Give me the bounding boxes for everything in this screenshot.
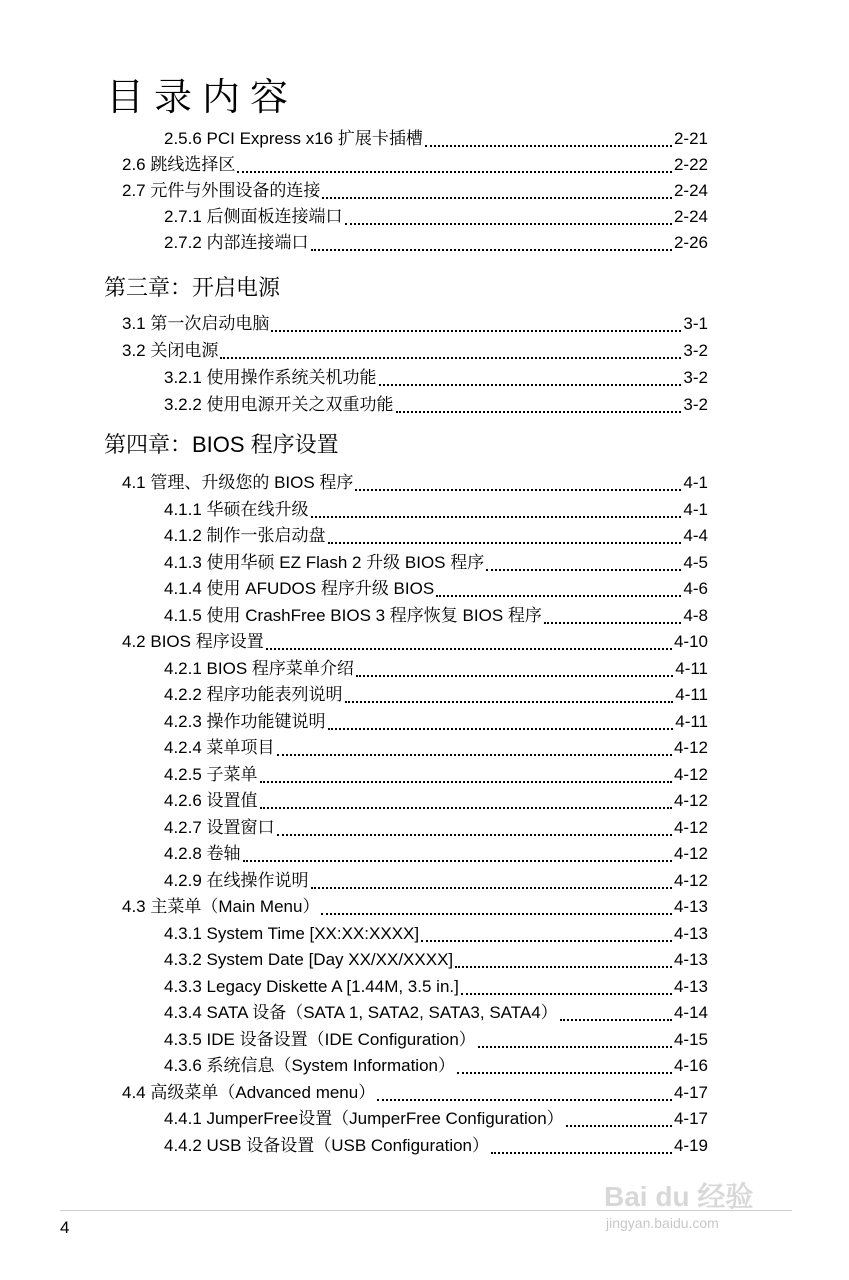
toc-entry[interactable] <box>164 576 708 602</box>
toc-entry[interactable] <box>122 894 708 920</box>
leader-dots <box>566 1125 672 1127</box>
toc-entry[interactable] <box>164 126 708 152</box>
toc-entry-label: 4.3.3 Legacy Diskette A [1.44M, 3.5 in.] <box>164 977 459 996</box>
toc-entry-label: 4.1.5 使用 CrashFree BIOS 3 程序恢复 BIOS 程序 <box>164 606 542 625</box>
toc-entry-label: 4.2 BIOS 程序设置 <box>122 632 264 651</box>
toc-entry-label: 4.2.4 菜单项目 <box>164 738 275 757</box>
toc-entry-label: 2.7.2 内部连接端口 <box>164 233 309 252</box>
toc-entry[interactable] <box>164 762 708 788</box>
toc-entry-page: 4-19 <box>673 1136 708 1155</box>
toc-entry-page: 4-8 <box>683 606 708 625</box>
leader-dots <box>243 860 672 862</box>
page-number: 4 <box>60 1218 70 1237</box>
leader-dots <box>311 516 682 518</box>
chapter-heading: 第三章：开启电源 <box>104 275 281 300</box>
toc-entry-page: 4-12 <box>673 738 708 757</box>
toc-entry-page: 4-13 <box>673 977 708 996</box>
toc-entry-label: 4.2.3 操作功能键说明 <box>164 712 326 731</box>
toc-entry-page: 3-2 <box>683 395 708 414</box>
toc-entry[interactable] <box>164 921 708 947</box>
toc-entry-page: 4-13 <box>673 924 708 943</box>
toc-entry[interactable] <box>122 338 708 364</box>
toc-entry-label: 4.2.7 设置窗口 <box>164 818 275 837</box>
page-title: 目录内容 <box>106 77 299 119</box>
toc-entry[interactable] <box>164 550 708 576</box>
toc-entry[interactable] <box>122 152 708 178</box>
toc-entry-page: 3-2 <box>683 341 708 360</box>
leader-dots <box>457 1072 672 1074</box>
leader-dots <box>421 940 672 942</box>
leader-dots <box>356 675 673 677</box>
leader-dots <box>491 1152 672 1154</box>
toc-entry[interactable] <box>164 603 708 629</box>
toc-entry-label: 4.4.1 JumperFree设置（JumperFree Configuration） <box>164 1109 564 1128</box>
toc-entry[interactable] <box>164 497 708 523</box>
toc-entry[interactable] <box>164 1027 708 1053</box>
toc-entry[interactable] <box>164 735 708 761</box>
leader-dots <box>345 701 674 703</box>
toc-entry-label: 4.3.2 System Date [Day XX/XX/XXXX] <box>164 950 454 969</box>
leader-dots <box>355 489 681 491</box>
leader-dots <box>260 807 672 809</box>
leader-dots <box>455 966 672 968</box>
toc-entry[interactable] <box>164 204 708 230</box>
toc-entry[interactable] <box>122 178 708 204</box>
toc-entry[interactable] <box>164 365 708 391</box>
toc-entry-label: 4.3.1 System Time [XX:XX:XXXX] <box>164 924 420 943</box>
leader-dots <box>277 754 672 756</box>
toc-entry-page: 4-17 <box>673 1109 708 1128</box>
leader-dots <box>478 1046 672 1048</box>
toc-entry-page: 4-10 <box>673 632 708 651</box>
leader-dots <box>277 834 672 836</box>
chapter-heading: 第四章：BIOS 程序设置 <box>104 432 339 457</box>
toc-entry[interactable] <box>164 709 708 735</box>
leader-dots <box>379 384 682 386</box>
leader-dots <box>328 728 674 730</box>
toc-entry-page: 4-11 <box>675 685 708 704</box>
toc-entry-label: 3.1 第一次启动电脑 <box>122 314 270 333</box>
toc-entry-label: 3.2 关闭电源 <box>122 341 219 360</box>
toc-entry-label: 4.2.2 程序功能表列说明 <box>164 685 343 704</box>
toc-entry[interactable] <box>122 470 708 496</box>
toc-entry[interactable] <box>164 947 708 973</box>
toc-entry-label: 4.3.6 系统信息（System Information） <box>164 1056 455 1075</box>
toc-entry-label: 4.1.3 使用华硕 EZ Flash 2 升级 BIOS 程序 <box>164 553 485 572</box>
toc-entry-page: 2-21 <box>673 129 708 148</box>
toc-entry-label: 4.2.8 卷轴 <box>164 844 241 863</box>
toc-entry-label: 4.2.5 子菜单 <box>164 765 258 784</box>
toc-entry-page: 4-15 <box>673 1030 708 1049</box>
toc-entry[interactable] <box>164 788 708 814</box>
toc-entry-page: 4-12 <box>673 791 708 810</box>
leader-dots <box>322 197 672 199</box>
toc-entry-page: 4-13 <box>673 950 708 969</box>
leader-dots <box>271 330 681 332</box>
toc-entry-page: 4-17 <box>673 1083 708 1102</box>
toc-entry-page: 3-1 <box>683 314 708 333</box>
leader-dots <box>436 595 681 597</box>
toc-entry[interactable] <box>164 841 708 867</box>
leader-dots <box>237 171 672 173</box>
leader-dots <box>328 542 682 544</box>
toc-entry[interactable] <box>122 311 708 337</box>
toc-entry-label: 2.6 跳线选择区 <box>122 155 236 174</box>
toc-entry[interactable] <box>164 1106 708 1132</box>
toc-entry-label: 2.7.1 后侧面板连接端口 <box>164 207 343 226</box>
toc-entry-page: 4-1 <box>683 473 708 492</box>
toc-entry-page: 4-13 <box>673 897 708 916</box>
toc-entry-page: 4-11 <box>675 659 708 678</box>
toc-entry-page: 4-1 <box>683 500 708 519</box>
toc-entry-label: 2.7 元件与外围设备的连接 <box>122 181 321 200</box>
leader-dots <box>425 145 672 147</box>
toc-entry[interactable] <box>122 629 708 655</box>
toc-entry-page: 3-2 <box>683 368 708 387</box>
toc-entry[interactable] <box>122 1080 708 1106</box>
toc-entry-page: 4-4 <box>683 526 708 545</box>
toc-entry[interactable] <box>164 868 708 894</box>
toc-entry-label: 4.1 管理、升级您的 BIOS 程序 <box>122 473 354 492</box>
leader-dots <box>220 357 681 359</box>
toc-entry-label: 2.5.6 PCI Express x16 扩展卡插槽 <box>164 129 423 148</box>
toc-entry-label: 4.2.1 BIOS 程序菜单介绍 <box>164 659 354 678</box>
toc-entry-page: 4-5 <box>683 553 708 572</box>
toc-entry[interactable] <box>164 523 708 549</box>
toc-entry-label: 3.2.1 使用操作系统关机功能 <box>164 368 377 387</box>
toc-entry[interactable] <box>164 974 708 1000</box>
toc-entry-label: 4.4.2 USB 设备设置（USB Configuration） <box>164 1136 490 1155</box>
toc-entry-page: 4-6 <box>683 579 708 598</box>
toc-entry-label: 4.2.6 设置值 <box>164 791 258 810</box>
toc-entry-page: 2-24 <box>673 207 708 226</box>
toc-entry-page: 4-16 <box>673 1056 708 1075</box>
toc-entry-page: 4-12 <box>673 871 708 890</box>
toc-entry[interactable] <box>164 682 708 708</box>
leader-dots <box>311 887 672 889</box>
toc-entry-label: 4.2.9 在线操作说明 <box>164 871 309 890</box>
leader-dots <box>396 411 682 413</box>
leader-dots <box>486 569 681 571</box>
toc-entry-label: 4.3.5 IDE 设备设置（IDE Configuration） <box>164 1030 476 1049</box>
toc-entry-label: 3.2.2 使用电源开关之双重功能 <box>164 395 394 414</box>
watermark-logo: Bai du 经验 <box>604 1181 754 1212</box>
toc-entry[interactable] <box>164 656 708 682</box>
toc-entry-page: 4-12 <box>673 844 708 863</box>
toc-entry-page: 2-22 <box>673 155 708 174</box>
toc-entry[interactable] <box>164 1053 708 1079</box>
leader-dots <box>311 249 672 251</box>
toc-entry-label: 4.1.4 使用 AFUDOS 程序升级 BIOS <box>164 579 435 598</box>
toc-entry-page: 4-12 <box>673 818 708 837</box>
watermark <box>604 1180 804 1250</box>
toc-entry-page: 2-26 <box>673 233 708 252</box>
leader-dots <box>461 993 672 995</box>
toc-entry-page: 4-14 <box>673 1003 708 1022</box>
leader-dots <box>560 1019 672 1021</box>
leader-dots <box>345 223 672 225</box>
leader-dots <box>321 913 672 915</box>
watermark-url: jingyan.baidu.com <box>606 1215 719 1231</box>
toc-entry[interactable] <box>164 1000 708 1026</box>
toc-entry[interactable] <box>164 815 708 841</box>
leader-dots <box>260 781 672 783</box>
toc-entry-label: 4.1.1 华硕在线升级 <box>164 500 309 519</box>
toc-entry-label: 4.4 高级菜单（Advanced menu） <box>122 1083 376 1102</box>
toc-entry-page: 4-11 <box>675 712 708 731</box>
toc-entry[interactable] <box>164 392 708 418</box>
toc-entry[interactable] <box>164 1133 708 1159</box>
toc-entry-page: 2-24 <box>673 181 708 200</box>
toc-entry-label: 4.3 主菜单（Main Menu） <box>122 897 320 916</box>
leader-dots <box>377 1099 672 1101</box>
toc-entry-label: 4.3.4 SATA 设备（SATA 1, SATA2, SATA3, SATA4） <box>164 1003 558 1022</box>
toc-entry-page: 4-12 <box>673 765 708 784</box>
toc-entry[interactable] <box>164 230 708 256</box>
leader-dots <box>544 622 682 624</box>
leader-dots <box>266 648 672 650</box>
toc-entry-label: 4.1.2 制作一张启动盘 <box>164 526 326 545</box>
